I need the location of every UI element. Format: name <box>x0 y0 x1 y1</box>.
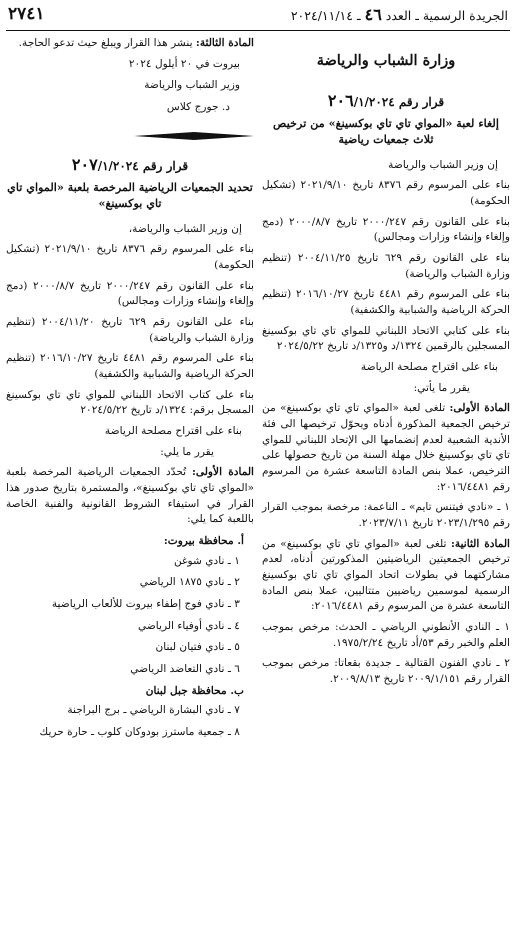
list-item: ٨ ـ جمعية ماسترز بودوكان كلوب ـ حارة حريك <box>39 725 240 738</box>
preamble-line: بناء على اقتراح مصلحة الرياضة <box>360 360 498 373</box>
issue-number: ٤٦ <box>364 4 382 24</box>
page-header <box>0 0 516 28</box>
decides-line: يقرر ما يأتي: <box>413 381 470 394</box>
article-text: ينشر هذا القرار ويبلغ حيث تدعو الحاجة. <box>18 37 193 49</box>
decree-206-title <box>262 89 510 113</box>
article-label: المادة الثانية: <box>451 537 511 550</box>
section-beirut: أ. محافظة بيروت: <box>163 534 244 547</box>
preamble-line: بناء على القانون رقم ٦٢٩ تاريخ ٢٠٠٤/١١/٢٠ (تنظيم وزارة الشباب والرياضة) <box>6 315 254 344</box>
list-item: ٧ ـ نادي البشارة الرياضي ـ برج البراجنة <box>67 704 240 717</box>
list-item: ٤ ـ نادي أوفياء الرياضي <box>137 619 240 632</box>
ministry-heading: وزارة الشباب والرياضة <box>316 52 456 69</box>
issue-date: ـ ٢٠٢٤/١١/١٤ <box>290 7 361 23</box>
decree-207-subject: تحديد الجمعيات الرياضية المرخصة بلعبة «المواي تاي تاي بوكسينغ» <box>7 180 253 211</box>
article-2-item: ١ ـ النادي الأنطوني الرياضي ـ الحدث: مرخص بموجب العلم والخبر رقم ٥٣/أد تاريخ ١٩٧٥/٢/٢٤. <box>262 621 510 649</box>
article-text: تلغى لعبة «المواي تاي تاي بوكسينغ» من ترخيص الجمعية المذكورة أدناه ويحوّل ترخيصها الى فئة الأندية الشعبية لعدم إنضمامها الى الإتحاد اللبناني للمواي تاي تاي بوكسينغ خلال مهلة السنة من تاريخ حصولها على الترخيص، عملا بنص المادة التاسعة عشرة من المرسوم رقم ٢٠١٦/٤٤٨١: <box>262 402 510 493</box>
decree-suffix: /١/٢٠٢٤ <box>97 159 139 174</box>
article-1 <box>6 465 254 528</box>
preamble-line: بناء على القانون رقم ٢٠٠٠/٢٤٧ تاريخ ٢٠٠٠/٨/٧ (دمج وإلغاء وإنشاء وزارات ومجالس) <box>6 279 254 308</box>
article-1 <box>262 401 510 495</box>
preamble-line: بناء على كتابي الاتحاد اللبناني للمواي تاي تاي بوكسينغ المسجلين بالرقمين ١٣٢٤/د و١٣٢٥/د تاريخ ٢٠٢٤/٥/٢٢ <box>262 324 510 353</box>
decree-prefix: قرار رقم <box>398 95 445 110</box>
preamble-line: بناء على القانون رقم ٦٢٩ تاريخ ٢٠٠٤/١١/٢٥ (تنظيم وزارة الشباب والرياضة) <box>262 251 510 280</box>
decides-line: يقرر ما يلي: <box>160 445 214 458</box>
article-text: تلغى لعبة «المواي تاي تاي بوكسينغ» من ترخيص الجمعيتين الرياضيتين المذكورتين أدناه، لعدم مشاركتهما في بطولات اتحاد المواي تاي تاي بوكسينغ الرسمية لموسمين رياضيين متتاليين، عملا بنص المادة التاسعة عشرة من المرسوم رقم ٢٠١٦/٤٤٨١: <box>262 537 510 613</box>
list-item: ٣ ـ نادي فوج إطفاء بيروت للألعاب الرياضية <box>51 597 240 610</box>
signer-name: د. جورج كلاس <box>166 101 230 114</box>
preamble-line: بناء على المرسوم رقم ٨٣٧٦ تاريخ ٢٠٢١/٩/١٠ (تشكيل الحكومة) <box>6 243 254 271</box>
preamble-line: بناء على القانون رقم ٢٠٠٠/٢٤٧ تاريخ ٢٠٠٠/٨/٧ (دمج وإلغاء وإنشاء وزارات ومجالس) <box>262 215 510 244</box>
article-label: المادة الأولى: <box>449 402 510 415</box>
decree-prefix: قرار رقم <box>142 159 189 174</box>
article-text: تُحدّد الجمعيات الرياضية المرخصة بلعبة «المواي تاي تاي بوكسينغ»، والمستمرة بتاريخ صدور هذا القرار في استيفاء الشروط القانونية والفنية الخاصة باللعبة كما يلي: <box>6 466 254 526</box>
decree-number: ٢٠٦ <box>327 91 354 111</box>
journal-name: الجريدة الرسمية ـ العدد <box>385 7 508 23</box>
page-number: ٢٧٤١ <box>8 4 45 24</box>
article-2 <box>262 537 510 615</box>
preamble-line: بناء على كتاب الاتحاد اللبناني للمواي تاي تاي بوكسينغ المسجل برقم: ١٣٢٤/د تاريخ ٢٠٢٤/٥/٢٢ <box>6 388 254 417</box>
right-column <box>262 36 510 693</box>
preamble-line: بناء على المرسوم رقم ٤٤٨١ تاريخ ٢٠١٦/١٠/٢٧ (تنظيم الحركة الرياضية والشبابية والكشفية) <box>262 288 510 316</box>
article-2-item: ٢ ـ نادي الفنون القتالية ـ جديدة بقعاتا: مرخص بموجب القرار رقم ٢٠٠٩/١/١٥١ تاريخ ٢٠٠٩/٨/١٣. <box>262 657 510 686</box>
list-item: ٢ ـ نادي ١٨٧٥ الرياضي <box>139 576 240 589</box>
article-3 <box>6 36 254 52</box>
preamble-line: بناء على المرسوم رقم ٤٤٨١ تاريخ ٢٠١٦/١٠/٢٧ (تنظيم الحركة الرياضية والشبابية والكشفية) <box>6 352 254 380</box>
list-item: ٦ ـ نادي التعاضد الرياضي <box>130 662 240 675</box>
list-item: ١ ـ نادي شوغن <box>173 554 240 567</box>
preamble-line: بناء على اقتراح مصلحة الرياضة <box>104 424 242 437</box>
preamble-line: بناء على المرسوم رقم ٨٣٧٦ تاريخ ٢٠٢١/٩/١٠ (تشكيل الحكومة) <box>262 179 510 207</box>
section-divider <box>134 132 254 140</box>
left-column <box>6 36 254 747</box>
preamble-line: إن وزير الشباب والرياضة <box>388 158 498 171</box>
section-mount-lebanon: ب. محافظة جبل لبنان <box>145 684 244 697</box>
decree-206-subject: إلغاء لعبة «المواي تاي تاي بوكسينغ» من ترخيص ثلاث جمعيات رياضية <box>273 116 499 147</box>
decree-number: ٢٠٧ <box>71 155 98 175</box>
preamble-line: إن وزير الشباب والرياضة، <box>128 222 242 235</box>
header-rule <box>6 30 510 31</box>
journal-title <box>291 5 508 24</box>
decree-207-title <box>6 153 254 177</box>
place-date: بيروت في ٢٠ أيلول ٢٠٢٤ <box>128 57 240 70</box>
article-1-item: ١ ـ «نادي فيتنس تايم» ـ الناعمة: مرخصة بموجب القرار رقم ٢٠٢٣/١/٢٩٥ تاريخ ٢٠٢٣/٧/١١. <box>262 501 510 530</box>
article-label: المادة الثالثة: <box>195 37 254 49</box>
article-label: المادة الأولى: <box>191 466 254 479</box>
list-item: ٥ ـ نادي فتيان لبنان <box>155 641 240 654</box>
decree-suffix: /١/٢٠٢٤ <box>353 95 395 110</box>
signer-title: وزير الشباب والرياضة <box>144 79 240 92</box>
